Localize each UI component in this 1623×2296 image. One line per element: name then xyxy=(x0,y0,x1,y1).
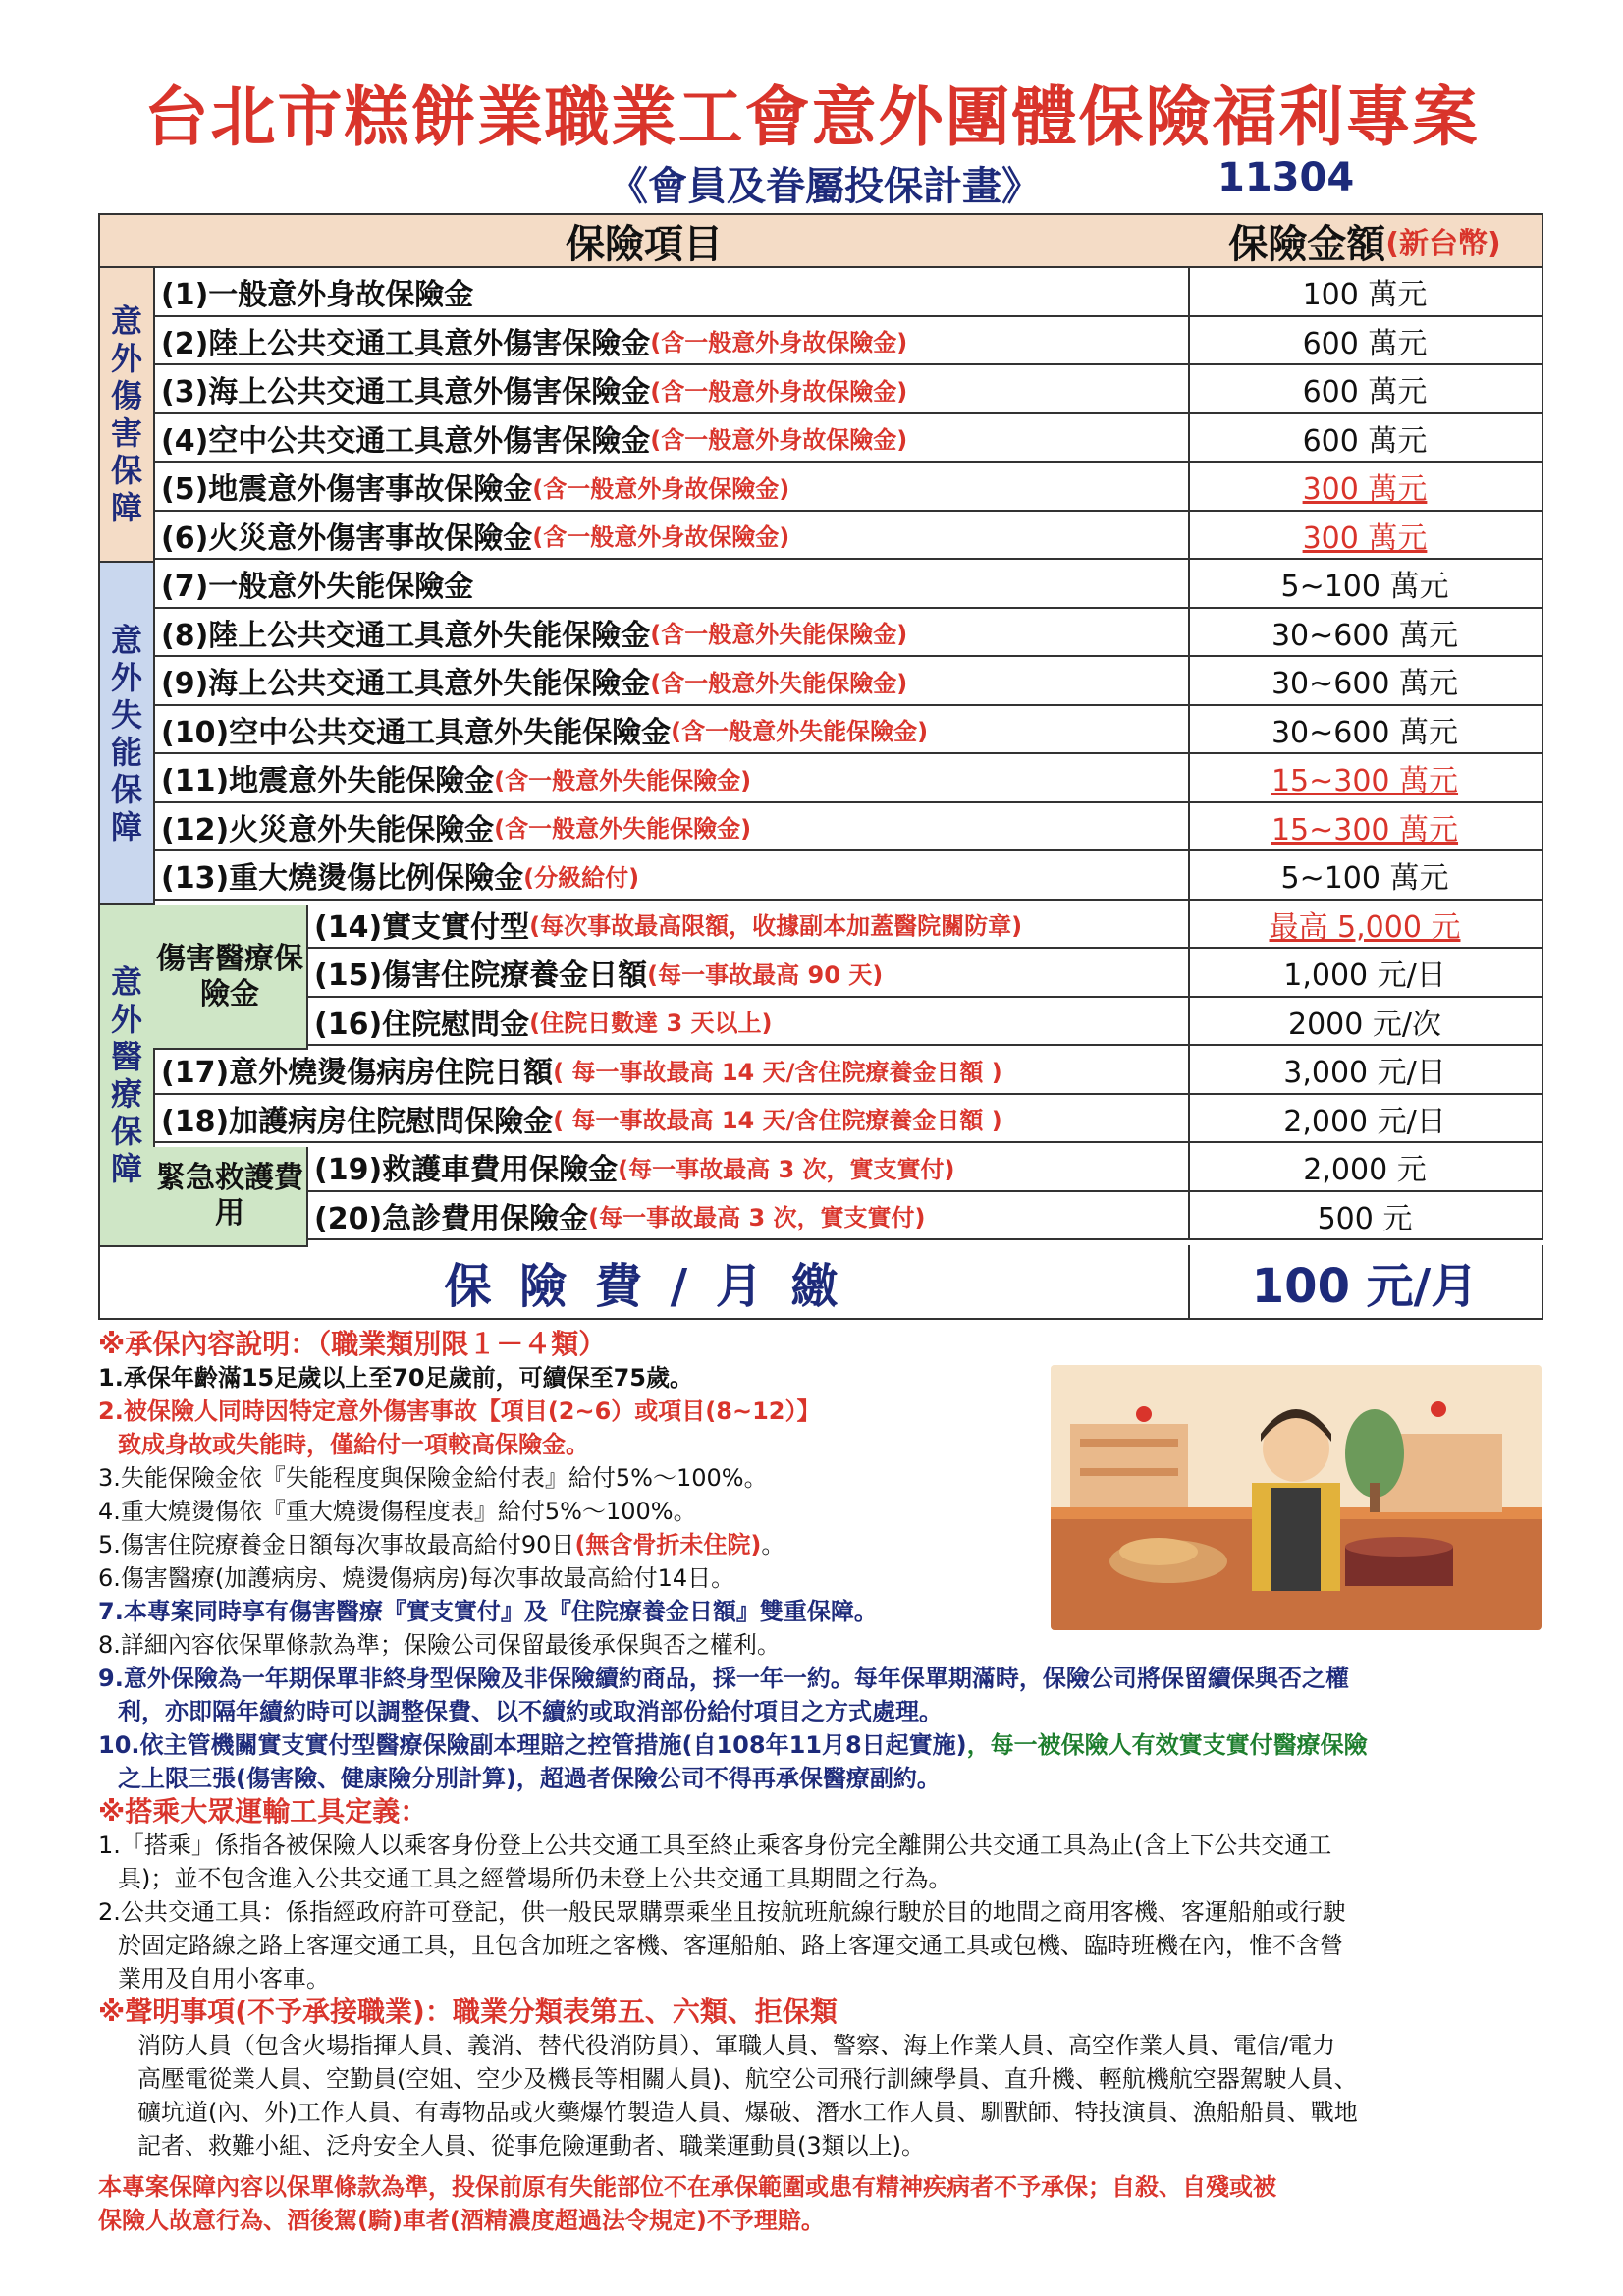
table-row-amount: 15~300 萬元 xyxy=(1188,754,1543,803)
table-row-amount: 30~600 萬元 xyxy=(1188,706,1543,754)
note-10b: ，每一被保險人有效實支實付醫療保險 xyxy=(966,1731,1368,1759)
row-label: (20)急診費用保險金 xyxy=(314,1201,589,1236)
row-note: (含一般意外身故保險金) xyxy=(532,474,790,503)
row-label: (6)火災意外傷害事故保險金 xyxy=(161,520,533,556)
note-1: 1.承保年齡滿15足歲以上至70足歲前，可續保至75歲。 xyxy=(98,1364,694,1392)
footer-1: 本專案保障內容以保單條款為準，投保前原有失能部位不在承保範圍或患有精神疾病者不予承保；自殺、自殘或被 xyxy=(98,2173,1276,2201)
transport-1: 1.「搭乘」係指各被保險人以乘客身份登上公共交通工具至終止乘客身份完全離開公共交通工具為止(含上下公共交通工 xyxy=(98,1831,1332,1859)
subcat-injury-medical: 傷害醫療保險金 xyxy=(153,905,308,1050)
transport-2b: 於固定路線之路上客運交通工具，且包含加班之客機、客運船舶、路上客運交通工具或包機、臨時班機在內，惟不含營 xyxy=(118,1932,1343,1959)
cat-char: 障 xyxy=(110,1150,142,1187)
row-label: (4)空中公共交通工具意外傷害保險金 xyxy=(161,423,651,459)
header-amount-note: (新台幣) xyxy=(1385,227,1501,261)
exclusion-4: 記者、救難小組、泛舟安全人員、從事危險運動者、職業運動員(3類以上)。 xyxy=(137,2132,925,2159)
cat-char: 障 xyxy=(110,807,142,846)
row-label: (14)實支實付型 xyxy=(314,909,530,945)
exclusion-3: 礦坑道(內、外)工作人員、有毒物品或火藥爆竹製造人員、爆破、潛水工作人員、馴獸師、特技演員、漁船船員、戰地 xyxy=(137,2099,1358,2126)
table-row-amount: 3,000 元/日 xyxy=(1188,1046,1543,1095)
cat-char: 保 xyxy=(110,770,142,808)
category-accident-medical xyxy=(98,905,155,1247)
table-row-label xyxy=(153,512,1190,560)
row-note: ( 每一事故最高 14 天/含住院療養金日額 ) xyxy=(553,1058,1002,1086)
table-row-amount: 300 萬元 xyxy=(1188,512,1543,560)
header-amount xyxy=(1188,213,1543,268)
table-row-amount: 600 萬元 xyxy=(1188,414,1543,463)
note-10c: 之上限三張(傷害險、健康險分別計算)，超過者保險公司不得再承保醫療副約。 xyxy=(118,1765,941,1792)
note-3: 3.失能保險金依『失能程度與保險金給付表』給付5%～100%。 xyxy=(98,1464,768,1492)
exclusion-heading: ※聲明事項(不予承接職業)：職業分類表第五、六類、拒保類 xyxy=(98,1995,838,2028)
row-label: (5)地震意外傷害事故保險金 xyxy=(161,472,533,507)
cat-char: 醫 xyxy=(110,1038,142,1075)
cat-char: 意 xyxy=(110,621,142,659)
row-note: (含一般意外身故保險金) xyxy=(650,426,908,454)
transport-2c: 業用及自用小客車。 xyxy=(118,1965,330,1993)
note-4: 4.重大燒燙傷依『重大燒燙傷程度表』給付5%～100%。 xyxy=(98,1498,697,1525)
row-label: (15)傷害住院療養金日額 xyxy=(314,958,648,993)
row-note: (分級給付) xyxy=(523,863,640,892)
note-10a: 10.依主管機關實支實付型醫療保險副本理賠之控管措施(自108年11月8日起實施) xyxy=(98,1731,967,1759)
row-label: (19)救護車費用保險金 xyxy=(314,1153,619,1187)
cat-char: 療 xyxy=(110,1075,142,1113)
row-label: (1)一般意外身故保險金 xyxy=(161,278,474,312)
row-label: (9)海上公共交通工具意外失能保險金 xyxy=(161,667,651,701)
notes-section xyxy=(98,1328,1551,2237)
row-label: (3)海上公共交通工具意外傷害保險金 xyxy=(161,375,651,410)
row-note: (每一事故最高 3 次，實支實付) xyxy=(618,1155,955,1183)
table-row-label xyxy=(153,365,1190,414)
row-label: (18)加護病房住院慰問保險金 xyxy=(161,1104,554,1139)
cat-char: 障 xyxy=(110,489,142,526)
row-note: (住院日數達 3 天以上) xyxy=(529,1010,773,1037)
note-7: 7.本專案同時享有傷害醫療『實支實付』及『住院療養金日額』雙重保障。 xyxy=(98,1598,878,1625)
cat-char: 保 xyxy=(110,1113,142,1150)
row-label: (11)地震意外失能保險金 xyxy=(161,764,495,798)
row-label: (13)重大燒燙傷比例保險金 xyxy=(161,861,524,896)
row-note: (每一事故最高 90 天) xyxy=(647,960,884,989)
row-note: (含一般意外失能保險金) xyxy=(650,621,908,648)
category-accident-injury xyxy=(98,268,155,563)
table-row-amount: 30~600 萬元 xyxy=(1188,657,1543,706)
row-note: (含一般意外失能保險金) xyxy=(494,766,752,794)
table-row-label xyxy=(153,609,1190,657)
footer-2: 保險人故意行為、酒後駕(騎)車者(酒精濃度超過法令規定)不予理賠。 xyxy=(98,2207,825,2234)
row-label: (12)火災意外失能保險金 xyxy=(161,812,495,847)
plan-code: 11304 xyxy=(1217,155,1355,200)
note-8: 8.詳細內容依保單條款為準；保險公司保留最後承保與否之權利。 xyxy=(98,1631,781,1659)
note-5a: 5.傷害住院療養金日額每次事故最高給付90日 xyxy=(98,1531,575,1558)
subcat-emergency: 緊急救護費用 xyxy=(153,1147,308,1247)
table-row-label xyxy=(153,706,1190,754)
premium-label: 保 險 費 / 月 繳 xyxy=(98,1245,1190,1320)
transport-1b: 具)；並不包含進入公共交通工具之經營場所仍未登上公共交通工具期間之行為。 xyxy=(118,1865,952,1892)
row-label: (16)住院慰問金 xyxy=(314,1007,530,1042)
table-row-label xyxy=(153,754,1190,803)
row-note: (含一般意外身故保險金) xyxy=(650,329,908,356)
cat-char: 外 xyxy=(110,340,142,377)
note-2: 2.被保險人同時因特定意外傷害事故【項目(2~6）或項目(8~12）】 xyxy=(98,1397,821,1425)
plan-subtitle: 《會員及眷屬投保計畫》 xyxy=(609,164,1041,209)
table-row-label xyxy=(153,317,1190,365)
table-row-amount: 2,000 元/日 xyxy=(1188,1095,1543,1143)
note-5b: (無含骨折未住院) xyxy=(574,1531,762,1558)
note-5c: 。 xyxy=(761,1531,785,1558)
table-row-label xyxy=(153,1046,1190,1095)
row-note: (含一般意外失能保險金) xyxy=(671,718,929,745)
cat-char: 意 xyxy=(110,302,142,340)
table-row-label xyxy=(153,1095,1190,1143)
table-row-label xyxy=(153,268,1190,317)
transport-heading: ※搭乘大眾運輸工具定義： xyxy=(98,1795,428,1828)
header-item: 保險項目 xyxy=(98,213,1190,268)
row-label: (8)陸上公共交通工具意外失能保險金 xyxy=(161,618,651,653)
cat-char: 失 xyxy=(110,695,142,734)
table-row-label xyxy=(153,560,1190,609)
row-note: (含一般意外失能保險金) xyxy=(650,669,908,697)
page-title: 台北市糕餅業職業工會意外團體保險福利專案 xyxy=(143,80,1480,155)
exclusion-2: 高壓電從業人員、空勤員(空姐、空少及機長等相關人員)、航空公司飛行訓練學員、直升機、輕航機航空器駕駛人員、 xyxy=(137,2065,1358,2093)
table-row-label xyxy=(153,657,1190,706)
row-note: (每一事故最高 3 次，實支實付) xyxy=(588,1204,926,1231)
cat-char: 意 xyxy=(110,963,142,1001)
note-10 xyxy=(98,1728,1551,1762)
note-6: 6.傷害醫療(加護病房、燒燙傷病房)每次事故最高給付14日。 xyxy=(98,1564,735,1592)
note-9: 9.意外保險為一年期保單非終身型保險及非保險續約商品，採一年一約。每年保單期滿時，保險公司將保留續保與否之權 xyxy=(98,1665,1349,1692)
row-label: (10)空中公共交通工具意外失能保險金 xyxy=(161,715,672,750)
table-row-amount: 2000 元/次 xyxy=(1188,998,1543,1046)
cat-char: 保 xyxy=(110,452,142,489)
row-note: ( 每一事故最高 14 天/含住院療養金日額 ) xyxy=(553,1107,1002,1134)
note-5 xyxy=(98,1528,1551,1561)
cat-char: 傷 xyxy=(110,377,142,414)
row-note: (每次事故最高限額，收據副本加蓋醫院關防章) xyxy=(529,912,1023,940)
header-amount-label: 保險金額 xyxy=(1228,221,1386,267)
table-row-amount: 5~100 萬元 xyxy=(1188,560,1543,609)
table-row-label xyxy=(306,1192,1190,1240)
note-2b: 致成身故或失能時，僅給付一項較高保險金。 xyxy=(118,1431,589,1458)
table-row-amount: 1,000 元/日 xyxy=(1188,949,1543,998)
table-row-label xyxy=(306,901,1190,949)
table-row-amount: 最高 5,000 元 xyxy=(1188,901,1543,949)
premium-amount: 100 元/月 xyxy=(1188,1245,1543,1320)
cat-char: 外 xyxy=(110,1001,142,1038)
table-row-amount: 100 萬元 xyxy=(1188,268,1543,317)
table-row-label xyxy=(153,851,1190,901)
row-label: (2)陸上公共交通工具意外傷害保險金 xyxy=(161,326,651,361)
table-row-label xyxy=(153,803,1190,851)
table-row-label xyxy=(153,463,1190,512)
category-accident-disability xyxy=(98,563,155,905)
cat-char: 外 xyxy=(110,658,142,696)
cat-char: 能 xyxy=(110,733,142,771)
table-row-label xyxy=(306,998,1190,1046)
table-row-amount: 600 萬元 xyxy=(1188,365,1543,414)
table-row-label xyxy=(153,414,1190,463)
row-note: (含一般意外身故保險金) xyxy=(650,377,908,406)
cat-char: 害 xyxy=(110,414,142,452)
note-9b: 利，亦即隔年續約時可以調整保費、以不續約或取消部份給付項目之方式處理。 xyxy=(118,1698,943,1725)
table-row-amount: 30~600 萬元 xyxy=(1188,609,1543,657)
row-label: (7)一般意外失能保險金 xyxy=(161,570,474,604)
coverage-heading: ※承保內容說明：（職業類別限１－４類） xyxy=(98,1328,607,1360)
transport-2: 2.公共交通工具：係指經政府許可登記，供一般民眾購票乘坐且按航班航線行駛於目的地間之商用客機、客運船舶或行駛 xyxy=(98,1898,1346,1926)
row-label: (17)意外燒燙傷病房住院日額 xyxy=(161,1056,554,1090)
table-row-amount: 300 萬元 xyxy=(1188,463,1543,512)
table-row-amount: 5~100 萬元 xyxy=(1188,851,1543,901)
table-row-amount: 500 元 xyxy=(1188,1192,1543,1240)
table-row-amount: 2,000 元 xyxy=(1188,1143,1543,1192)
table-row-label xyxy=(306,949,1190,998)
row-note: (含一般意外失能保險金) xyxy=(494,815,752,843)
table-row-amount: 15~300 萬元 xyxy=(1188,803,1543,851)
table-row-label xyxy=(306,1143,1190,1192)
exclusion-1: 消防人員（包含火場指揮人員、義消、替代役消防員）、軍職人員、警察、海上作業人員、高空作業人員、電信/電力 xyxy=(137,2032,1336,2059)
table-row-amount: 600 萬元 xyxy=(1188,317,1543,365)
row-note: (含一般意外身故保險金) xyxy=(532,523,790,551)
